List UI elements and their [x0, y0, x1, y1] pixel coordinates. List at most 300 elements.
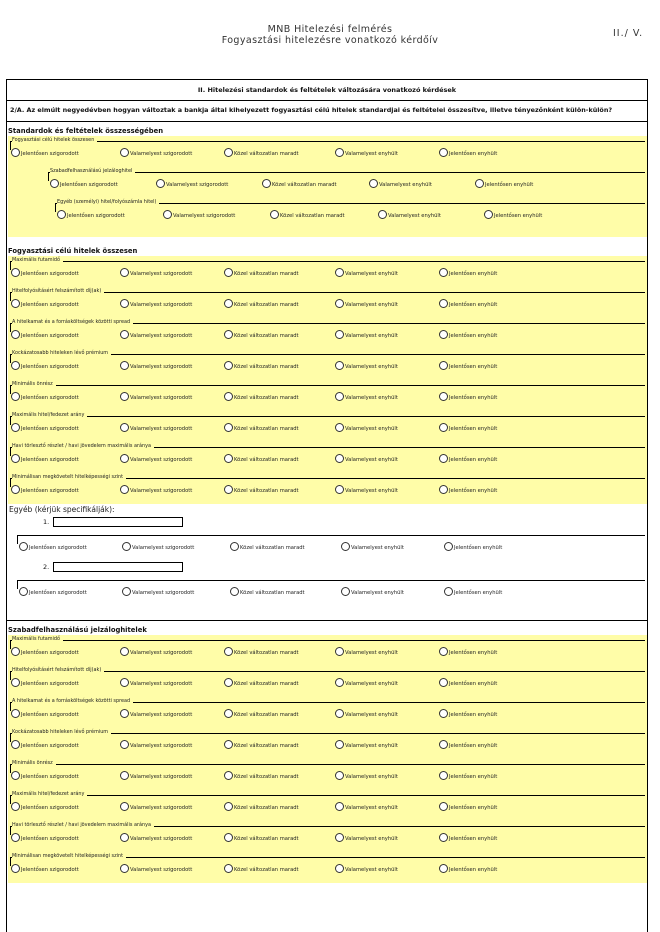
- radio-group: [8, 318, 647, 349]
- radio-option[interactable]: [120, 361, 192, 371]
- radio-button[interactable]: [224, 485, 233, 494]
- radio-option[interactable]: [224, 485, 299, 495]
- radio-label: Valamelyest enyhült: [345, 457, 398, 463]
- radio-button[interactable]: [439, 678, 448, 687]
- section-standards-box: [8, 136, 647, 237]
- radio-option[interactable]: [439, 864, 497, 874]
- group-title: Havi törlesztő részlet / havi jövedelem maximális aránya: [12, 822, 154, 829]
- radio-button[interactable]: [224, 647, 233, 656]
- radio-group: [8, 256, 647, 287]
- radio-label: Jelentősen szigorodott: [21, 712, 79, 718]
- radio-label: Valamelyest szigorodott: [130, 681, 193, 687]
- radio-label: Jelentősen enyhült: [449, 333, 498, 339]
- radio-option[interactable]: [224, 148, 299, 158]
- radio-button[interactable]: [224, 802, 233, 811]
- radio-option[interactable]: [163, 210, 235, 220]
- radio-label: Jelentősen enyhült: [449, 836, 498, 842]
- radio-label: Valamelyest enyhült: [345, 805, 398, 811]
- radio-label: Valamelyest enyhült: [345, 867, 398, 873]
- radio-option[interactable]: [120, 678, 192, 688]
- radio-label: Közel változatlan maradt: [234, 681, 299, 687]
- radio-option[interactable]: [224, 647, 299, 657]
- radio-option[interactable]: [335, 647, 398, 657]
- radio-label: Jelentősen enyhült: [494, 213, 543, 219]
- radio-button[interactable]: [439, 361, 448, 370]
- radio-button[interactable]: [11, 647, 20, 656]
- radio-button[interactable]: [335, 771, 344, 780]
- radio-button[interactable]: [122, 542, 131, 551]
- radio-option[interactable]: [11, 148, 79, 158]
- radio-label: Valamelyest szigorodott: [130, 395, 193, 401]
- radio-option[interactable]: [335, 771, 398, 781]
- radio-option[interactable]: [11, 771, 79, 781]
- radio-option[interactable]: [224, 709, 299, 719]
- radio-button[interactable]: [270, 210, 279, 219]
- radio-button[interactable]: [439, 392, 448, 401]
- radio-label: Valamelyest szigorodott: [130, 650, 193, 656]
- radio-option[interactable]: [120, 647, 192, 657]
- radio-button[interactable]: [11, 148, 20, 157]
- radio-button[interactable]: [122, 587, 131, 596]
- radio-button[interactable]: [120, 833, 129, 842]
- radio-option[interactable]: [11, 678, 79, 688]
- radio-label: Jelentősen enyhült: [449, 650, 498, 656]
- radio-option[interactable]: [120, 148, 192, 158]
- radio-button[interactable]: [120, 864, 129, 873]
- radio-button[interactable]: [224, 299, 233, 308]
- radio-label: Közel változatlan maradt: [240, 545, 305, 551]
- group-title: Fogyasztási célú hitelek összesen: [12, 137, 97, 144]
- radio-option[interactable]: [120, 740, 192, 750]
- radio-button[interactable]: [378, 210, 387, 219]
- radio-button[interactable]: [439, 709, 448, 718]
- radio-button[interactable]: [439, 740, 448, 749]
- radio-button[interactable]: [11, 485, 20, 494]
- radio-label: Valamelyest enyhült: [345, 364, 398, 370]
- radio-option[interactable]: [341, 587, 404, 597]
- radio-button[interactable]: [11, 802, 20, 811]
- radio-button[interactable]: [11, 678, 20, 687]
- radio-option[interactable]: [11, 330, 79, 340]
- radio-button[interactable]: [11, 864, 20, 873]
- radio-button[interactable]: [120, 709, 129, 718]
- radio-option[interactable]: [335, 330, 398, 340]
- radio-label: Közel változatlan maradt: [234, 302, 299, 308]
- radio-label: Jelentősen szigorodott: [29, 545, 87, 551]
- radio-button[interactable]: [439, 864, 448, 873]
- radio-button[interactable]: [439, 454, 448, 463]
- radio-group: [8, 697, 647, 728]
- radio-button[interactable]: [156, 179, 165, 188]
- radio-option[interactable]: [335, 423, 398, 433]
- radio-option[interactable]: [224, 678, 299, 688]
- radio-button[interactable]: [120, 740, 129, 749]
- radio-option[interactable]: [335, 268, 398, 278]
- radio-option[interactable]: [341, 542, 404, 552]
- radio-label: Jelentősen enyhült: [449, 364, 498, 370]
- radio-button[interactable]: [11, 361, 20, 370]
- radio-option[interactable]: [439, 454, 497, 464]
- radio-button[interactable]: [262, 179, 271, 188]
- radio-label: Jelentősen szigorodott: [21, 867, 79, 873]
- radio-label: Közel változatlan maradt: [234, 426, 299, 432]
- radio-button[interactable]: [120, 454, 129, 463]
- radio-option[interactable]: [50, 179, 118, 189]
- radio-button[interactable]: [120, 647, 129, 656]
- radio-option[interactable]: [439, 771, 497, 781]
- radio-button[interactable]: [224, 361, 233, 370]
- radio-option[interactable]: [120, 392, 192, 402]
- radio-button[interactable]: [439, 299, 448, 308]
- radio-button[interactable]: [120, 299, 129, 308]
- radio-button[interactable]: [335, 330, 344, 339]
- radio-option[interactable]: [439, 833, 497, 843]
- radio-button[interactable]: [224, 771, 233, 780]
- radio-label: Valamelyest enyhült: [351, 590, 404, 596]
- radio-option[interactable]: [335, 299, 398, 309]
- radio-button[interactable]: [439, 771, 448, 780]
- radio-button[interactable]: [439, 423, 448, 432]
- radio-option[interactable]: [11, 454, 79, 464]
- other-number-1: 1.: [43, 518, 50, 526]
- radio-group: [8, 380, 647, 411]
- radio-button[interactable]: [11, 392, 20, 401]
- radio-label: Közel változatlan maradt: [234, 333, 299, 339]
- radio-option[interactable]: [439, 678, 497, 688]
- radio-option[interactable]: [224, 771, 299, 781]
- radio-button[interactable]: [50, 179, 59, 188]
- radio-button[interactable]: [335, 148, 344, 157]
- section-standards-title: Standardok és feltételek összességében: [8, 127, 164, 135]
- radio-button[interactable]: [120, 678, 129, 687]
- radio-option[interactable]: [439, 485, 497, 495]
- radio-button[interactable]: [163, 210, 172, 219]
- radio-option[interactable]: [224, 392, 299, 402]
- radio-option[interactable]: [335, 678, 398, 688]
- radio-label: Jelentősen enyhült: [485, 182, 534, 188]
- radio-option[interactable]: [120, 299, 192, 309]
- radio-label: Valamelyest szigorodott: [130, 488, 193, 494]
- radio-button[interactable]: [224, 268, 233, 277]
- radio-button[interactable]: [439, 647, 448, 656]
- radio-label: Jelentősen szigorodott: [21, 151, 79, 157]
- radio-button[interactable]: [224, 709, 233, 718]
- radio-button[interactable]: [11, 740, 20, 749]
- radio-button[interactable]: [444, 542, 453, 551]
- radio-button[interactable]: [57, 210, 66, 219]
- radio-button[interactable]: [335, 678, 344, 687]
- radio-label: Valamelyest szigorodott: [132, 545, 195, 551]
- radio-label: Jelentősen enyhült: [449, 712, 498, 718]
- radio-button[interactable]: [224, 454, 233, 463]
- other-number-2: 2.: [43, 563, 50, 571]
- radio-button[interactable]: [120, 392, 129, 401]
- radio-button[interactable]: [335, 485, 344, 494]
- radio-option[interactable]: [224, 330, 299, 340]
- radio-option[interactable]: [439, 392, 497, 402]
- radio-option[interactable]: [120, 802, 192, 812]
- radio-option[interactable]: [439, 148, 497, 158]
- group-title: Kockázatosabb hiteleken lévő prémium: [12, 350, 111, 357]
- radio-option[interactable]: [120, 268, 192, 278]
- document-header: [0, 24, 660, 46]
- questionnaire-frame: [6, 79, 648, 932]
- radio-button[interactable]: [120, 802, 129, 811]
- group-border: [10, 385, 645, 394]
- radio-option[interactable]: [122, 587, 194, 597]
- radio-option[interactable]: [11, 299, 79, 309]
- radio-button[interactable]: [444, 587, 453, 596]
- radio-button[interactable]: [335, 709, 344, 718]
- radio-label: Jelentősen szigorodott: [21, 333, 79, 339]
- radio-button[interactable]: [439, 485, 448, 494]
- radio-option[interactable]: [11, 864, 79, 874]
- radio-option[interactable]: [270, 210, 345, 220]
- radio-option[interactable]: [230, 587, 305, 597]
- radio-button[interactable]: [19, 587, 28, 596]
- radio-button[interactable]: [11, 454, 20, 463]
- radio-label: Jelentősen enyhült: [449, 743, 498, 749]
- radio-option[interactable]: [57, 210, 125, 220]
- radio-option[interactable]: [335, 485, 398, 495]
- radio-button[interactable]: [120, 148, 129, 157]
- radio-button[interactable]: [224, 864, 233, 873]
- radio-button[interactable]: [439, 802, 448, 811]
- radio-option[interactable]: [224, 864, 299, 874]
- radio-group: [8, 790, 647, 821]
- section-divider: [7, 606, 647, 621]
- radio-option[interactable]: [439, 299, 497, 309]
- radio-option[interactable]: [120, 454, 192, 464]
- radio-option[interactable]: [484, 210, 542, 220]
- radio-option[interactable]: [19, 542, 87, 552]
- radio-option[interactable]: [230, 542, 305, 552]
- radio-button[interactable]: [230, 542, 239, 551]
- radio-label: Közel változatlan maradt: [234, 836, 299, 842]
- radio-label: Jelentősen enyhült: [449, 426, 498, 432]
- radio-label: Jelentősen enyhült: [449, 805, 498, 811]
- radio-option[interactable]: [224, 833, 299, 843]
- radio-button[interactable]: [230, 587, 239, 596]
- radio-button[interactable]: [224, 740, 233, 749]
- radio-label: Valamelyest enyhült: [345, 426, 398, 432]
- radio-label: Közel változatlan maradt: [234, 650, 299, 656]
- radio-button[interactable]: [11, 771, 20, 780]
- radio-button[interactable]: [11, 299, 20, 308]
- radio-option[interactable]: [11, 392, 79, 402]
- radio-option[interactable]: [156, 179, 228, 189]
- radio-option[interactable]: [439, 423, 497, 433]
- radio-button[interactable]: [341, 542, 350, 551]
- radio-label: Közel változatlan maradt: [234, 712, 299, 718]
- other-input-2[interactable]: [53, 562, 183, 572]
- radio-label: Valamelyest enyhült: [345, 151, 398, 157]
- radio-label: Valamelyest enyhült: [345, 774, 398, 780]
- other-input-row-2: [7, 561, 647, 575]
- radio-button[interactable]: [224, 423, 233, 432]
- radio-option[interactable]: [11, 361, 79, 371]
- radio-option[interactable]: [335, 361, 398, 371]
- radio-option[interactable]: [439, 361, 497, 371]
- radio-button[interactable]: [224, 330, 233, 339]
- group-border: [10, 141, 645, 150]
- radio-option[interactable]: [11, 802, 79, 812]
- radio-group: [8, 136, 647, 167]
- radio-option[interactable]: [11, 485, 79, 495]
- radio-label: Jelentősen szigorodott: [21, 836, 79, 842]
- radio-label: Valamelyest szigorodott: [173, 213, 236, 219]
- radio-option[interactable]: [11, 423, 79, 433]
- radio-option[interactable]: [444, 587, 502, 597]
- radio-button[interactable]: [335, 392, 344, 401]
- radio-button[interactable]: [335, 299, 344, 308]
- radio-option[interactable]: [439, 330, 497, 340]
- radio-option[interactable]: [19, 587, 87, 597]
- radio-option[interactable]: [335, 864, 398, 874]
- radio-button[interactable]: [335, 454, 344, 463]
- radio-option[interactable]: [11, 740, 79, 750]
- radio-button[interactable]: [120, 361, 129, 370]
- radio-button[interactable]: [335, 647, 344, 656]
- radio-option[interactable]: [335, 454, 398, 464]
- radio-label: Jelentősen enyhült: [449, 867, 498, 873]
- radio-option[interactable]: [224, 361, 299, 371]
- radio-option[interactable]: [120, 423, 192, 433]
- radio-option[interactable]: [335, 392, 398, 402]
- radio-option[interactable]: [439, 647, 497, 657]
- radio-label: Valamelyest szigorodott: [132, 590, 195, 596]
- radio-option[interactable]: [120, 833, 192, 843]
- radio-label: Jelentősen szigorodott: [21, 271, 79, 277]
- radio-button[interactable]: [11, 330, 20, 339]
- radio-option[interactable]: [475, 179, 533, 189]
- radio-label: Jelentősen enyhült: [449, 774, 498, 780]
- radio-option[interactable]: [120, 330, 192, 340]
- radio-button[interactable]: [439, 148, 448, 157]
- radio-button[interactable]: [369, 179, 378, 188]
- other-options-2: [7, 575, 647, 606]
- group-border: [10, 416, 645, 425]
- radio-button[interactable]: [439, 833, 448, 842]
- radio-label: Valamelyest szigorodott: [130, 836, 193, 842]
- radio-label: Jelentősen szigorodott: [21, 395, 79, 401]
- radio-option[interactable]: [224, 299, 299, 309]
- section-mortgage-box: [8, 635, 647, 883]
- radio-label: Valamelyest szigorodott: [130, 302, 193, 308]
- radio-button[interactable]: [11, 709, 20, 718]
- radio-button[interactable]: [335, 361, 344, 370]
- radio-label: Valamelyest enyhült: [388, 213, 441, 219]
- radio-label: Jelentősen enyhült: [449, 681, 498, 687]
- group-title: Minimális önrész: [12, 760, 56, 767]
- radio-option[interactable]: [439, 740, 497, 750]
- radio-option[interactable]: [444, 542, 502, 552]
- radio-option[interactable]: [224, 454, 299, 464]
- radio-option[interactable]: [369, 179, 432, 189]
- radio-button[interactable]: [335, 802, 344, 811]
- radio-group: [8, 411, 647, 442]
- radio-label: Jelentősen szigorodott: [21, 650, 79, 656]
- radio-option[interactable]: [224, 740, 299, 750]
- radio-button[interactable]: [120, 330, 129, 339]
- radio-label: Jelentősen enyhült: [454, 545, 503, 551]
- radio-button[interactable]: [475, 179, 484, 188]
- page-number: II./ V.: [613, 28, 644, 39]
- radio-option[interactable]: [335, 833, 398, 843]
- radio-button[interactable]: [120, 485, 129, 494]
- radio-button[interactable]: [335, 423, 344, 432]
- radio-option[interactable]: [120, 771, 192, 781]
- radio-option[interactable]: [335, 709, 398, 719]
- radio-option[interactable]: [378, 210, 441, 220]
- radio-button[interactable]: [120, 771, 129, 780]
- radio-option[interactable]: [224, 423, 299, 433]
- radio-label: Közel változatlan maradt: [234, 488, 299, 494]
- radio-option[interactable]: [120, 864, 192, 874]
- radio-group: [8, 349, 647, 380]
- radio-option[interactable]: [120, 485, 192, 495]
- radio-option[interactable]: [439, 802, 497, 812]
- radio-option[interactable]: [262, 179, 337, 189]
- radio-option[interactable]: [11, 833, 79, 843]
- radio-button[interactable]: [439, 330, 448, 339]
- group-border: [10, 261, 645, 270]
- radio-button[interactable]: [341, 587, 350, 596]
- radio-button[interactable]: [335, 268, 344, 277]
- radio-button[interactable]: [224, 148, 233, 157]
- radio-label: Közel változatlan maradt: [234, 867, 299, 873]
- radio-button[interactable]: [224, 833, 233, 842]
- radio-label: Valamelyest szigorodott: [130, 457, 193, 463]
- radio-option[interactable]: [439, 268, 497, 278]
- other-options-1: [7, 530, 647, 561]
- radio-button[interactable]: [439, 268, 448, 277]
- radio-option[interactable]: [224, 802, 299, 812]
- radio-option[interactable]: [335, 802, 398, 812]
- radio-label: Valamelyest enyhült: [345, 836, 398, 842]
- radio-button[interactable]: [335, 833, 344, 842]
- radio-button[interactable]: [224, 392, 233, 401]
- radio-label: Jelentősen szigorodott: [21, 302, 79, 308]
- group-border: [17, 535, 645, 544]
- radio-option[interactable]: [11, 709, 79, 719]
- radio-option[interactable]: [224, 268, 299, 278]
- radio-option[interactable]: [122, 542, 194, 552]
- other-input-1[interactable]: [53, 517, 183, 527]
- radio-option[interactable]: [120, 709, 192, 719]
- radio-button[interactable]: [19, 542, 28, 551]
- group-border: [10, 764, 645, 773]
- radio-button[interactable]: [11, 268, 20, 277]
- radio-button[interactable]: [335, 864, 344, 873]
- radio-button[interactable]: [224, 678, 233, 687]
- radio-button[interactable]: [120, 268, 129, 277]
- radio-label: Valamelyest szigorodott: [130, 364, 193, 370]
- radio-button[interactable]: [120, 423, 129, 432]
- radio-label: Jelentősen enyhült: [449, 151, 498, 157]
- radio-option[interactable]: [335, 148, 398, 158]
- radio-option[interactable]: [335, 740, 398, 750]
- radio-label: Jelentősen enyhült: [449, 457, 498, 463]
- radio-button[interactable]: [335, 740, 344, 749]
- radio-button[interactable]: [11, 833, 20, 842]
- section-consumer-title: Fogyasztási célú hitelek összesen: [8, 247, 138, 255]
- radio-button[interactable]: [11, 423, 20, 432]
- radio-button[interactable]: [484, 210, 493, 219]
- radio-option[interactable]: [11, 268, 79, 278]
- radio-option[interactable]: [11, 647, 79, 657]
- radio-option[interactable]: [439, 709, 497, 719]
